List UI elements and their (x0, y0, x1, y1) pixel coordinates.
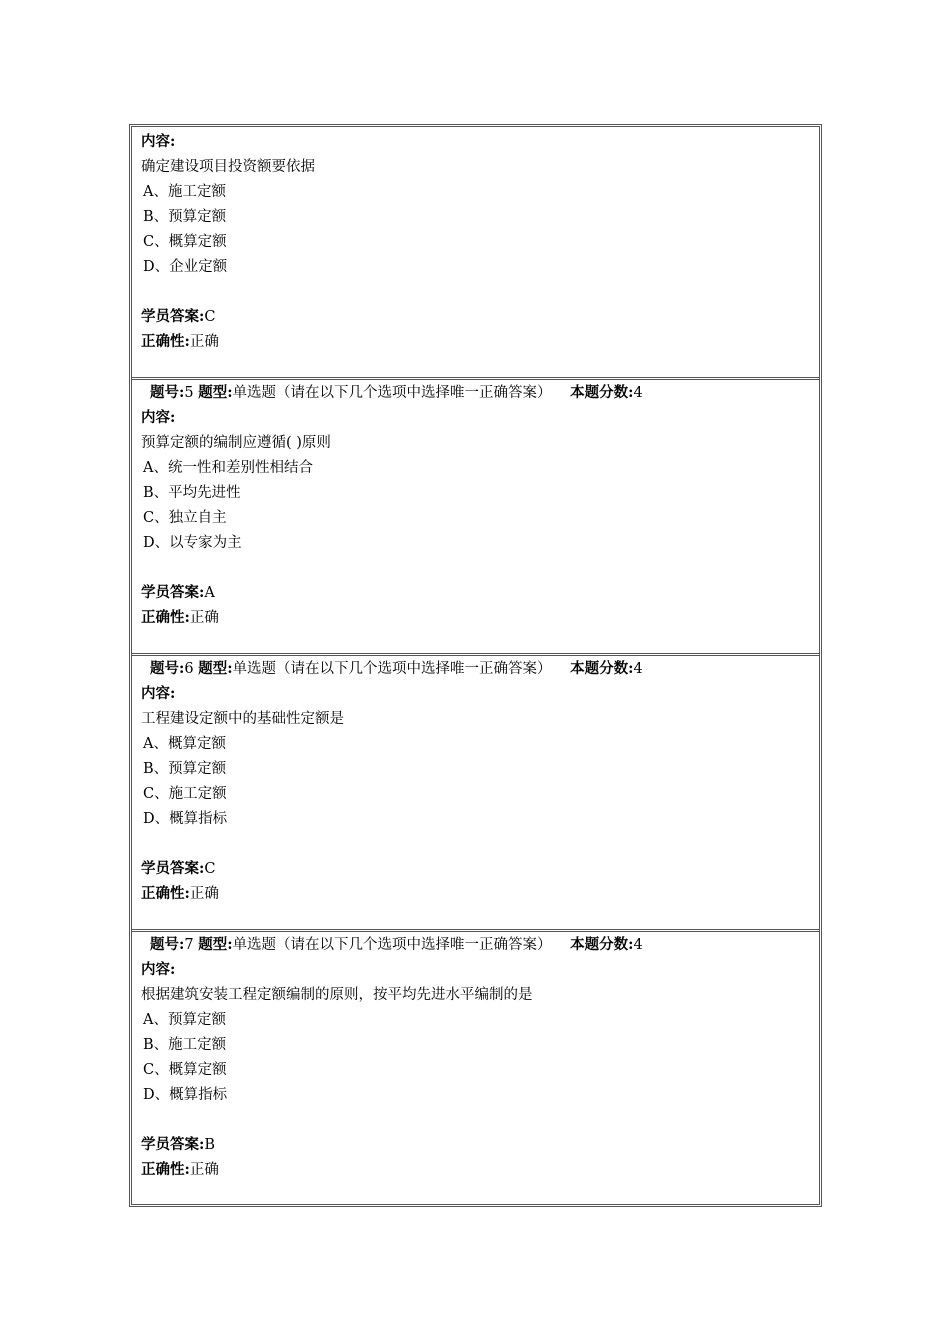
correctness-row (141, 1161, 219, 1179)
option-c: C、概算定额 (143, 1062, 227, 1078)
correctness-row (141, 333, 219, 351)
score-label: 本题分数: (570, 660, 634, 677)
number-value: 7 (184, 937, 194, 953)
student-answer-label: 学员答案: (141, 1136, 205, 1153)
correctness-label: 正确性: (141, 609, 190, 626)
score-label: 本题分数: (570, 936, 634, 953)
option-a: A、统一性和差别性相结合 (143, 460, 313, 476)
question-block-7 (132, 932, 819, 1204)
question-header (150, 660, 643, 678)
option-d: D、企业定额 (143, 259, 228, 275)
correctness-value: 正确 (189, 1162, 219, 1178)
option-b: B、施工定额 (143, 1037, 227, 1053)
type-label: 题型: (198, 660, 233, 677)
student-answer-row (141, 860, 215, 878)
content-label: 内容: (141, 133, 176, 150)
content-label: 内容: (141, 409, 176, 426)
score-value: 4 (633, 661, 643, 677)
type-label: 题型: (198, 936, 233, 953)
option-d: D、以专家为主 (143, 535, 242, 551)
student-answer-row (141, 584, 215, 602)
score-value: 4 (633, 385, 643, 401)
option-b: B、预算定额 (143, 209, 227, 225)
option-d: D、概算指标 (143, 1087, 228, 1103)
student-answer-label: 学员答案: (141, 860, 205, 877)
type-value: 单选题（请在以下几个选项中选择唯一正确答案） (232, 937, 552, 953)
correctness-row (141, 609, 219, 627)
option-c: C、独立自主 (143, 510, 227, 526)
number-label: 题号: (150, 936, 185, 953)
correctness-label: 正确性: (141, 885, 190, 902)
type-value: 单选题（请在以下几个选项中选择唯一正确答案） (232, 661, 552, 677)
correctness-label: 正确性: (141, 1161, 190, 1178)
option-b: B、平均先进性 (143, 485, 241, 501)
question-text: 预算定额的编制应遵循( )原则 (141, 435, 331, 451)
number-label: 题号: (150, 384, 185, 401)
option-b: B、预算定额 (143, 761, 227, 777)
option-c: C、施工定额 (143, 786, 227, 802)
question-sheet (129, 124, 822, 1207)
content-label: 内容: (141, 961, 176, 978)
question-block-6 (132, 656, 819, 929)
student-answer-row (141, 1136, 215, 1154)
option-d: D、概算指标 (143, 811, 228, 827)
student-answer-value: B (204, 1137, 216, 1153)
type-label: 题型: (198, 384, 233, 401)
number-value: 5 (184, 385, 194, 401)
student-answer-label: 学员答案: (141, 584, 205, 601)
question-header (150, 384, 643, 402)
question-text: 工程建设定额中的基础性定额是 (141, 711, 344, 727)
correctness-value: 正确 (189, 886, 219, 902)
content-label: 内容: (141, 685, 176, 702)
student-answer-label: 学员答案: (141, 308, 205, 325)
score-label: 本题分数: (570, 384, 634, 401)
student-answer-value: A (204, 585, 215, 601)
number-label: 题号: (150, 660, 185, 677)
student-answer-value: C (204, 861, 216, 877)
student-answer-row (141, 308, 215, 326)
number-value: 6 (184, 661, 194, 677)
correctness-label: 正确性: (141, 333, 190, 350)
student-answer-value: C (204, 309, 216, 325)
correctness-value: 正确 (189, 334, 219, 350)
option-a: A、预算定额 (143, 1012, 226, 1028)
option-c: C、概算定额 (143, 234, 227, 250)
correctness-row (141, 885, 219, 903)
question-block-5 (132, 380, 819, 653)
type-value: 单选题（请在以下几个选项中选择唯一正确答案） (232, 385, 552, 401)
question-header (150, 936, 643, 954)
score-value: 4 (633, 937, 643, 953)
option-a: A、概算定额 (143, 736, 226, 752)
correctness-value: 正确 (189, 610, 219, 626)
question-text: 根据建筑安装工程定额编制的原则，按平均先进水平编制的是 (141, 987, 533, 1003)
option-a: A、施工定额 (143, 184, 226, 200)
question-text: 确定建设项目投资额要依据 (141, 159, 315, 175)
question-block-1 (132, 127, 819, 378)
